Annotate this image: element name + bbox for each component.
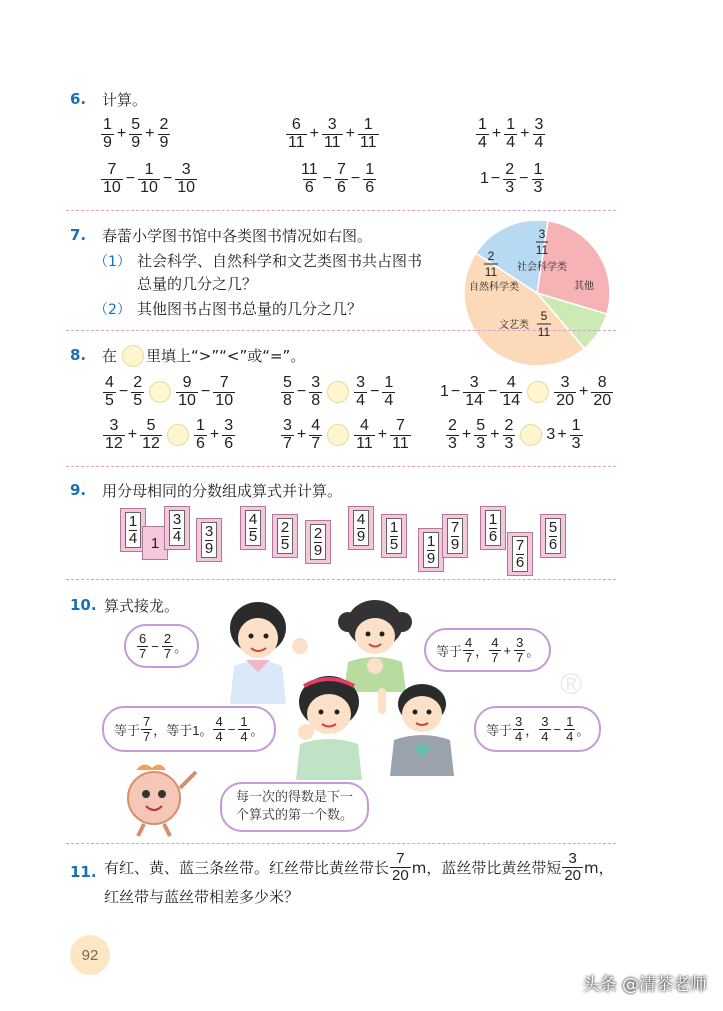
boy-illustration [372,678,462,778]
pie-label-natural-num: 2 [487,249,495,263]
q8-number: 8. [70,346,87,364]
q6-expression-5: 11 6 − $\frac{7}{6}$ − $\frac{1}{6}$ [301,161,375,196]
q8-row1-col1: 4 5 − $\frac{2}{5}$ 9 10 − $\frac{7}{10}$ [105,374,234,409]
pie-label-other: 其他 [574,281,594,292]
fraction-card[interactable]: 1 5 [381,514,407,558]
answer-circle-sample [122,345,144,367]
q6-expression-1: 1 9 + $\frac{5}{9}$ + $\frac{2}{9}$ [103,116,169,151]
fraction-card[interactable]: 2 5 [272,514,298,558]
q8-title-post: 里填上“>”“<”或“=”。 [146,347,306,365]
registered-mark: ® [560,668,583,701]
fraction-card[interactable]: 3 4 [164,506,190,550]
q10-number: 10. [70,596,97,614]
fraction-card[interactable]: 1 6 [480,506,506,550]
speech-bubble-4: 等于 3 4 ， 3 4 − $\frac{1}{4}$ 。 [474,706,601,752]
speech-bubble-2: 等于 4 7 ， 4 7 + $\frac{3}{7}$ 。 [424,628,551,672]
fraction-card[interactable]: 2 9 [305,520,331,564]
girl-illustration-3 [284,672,374,782]
q9-title: 用分母相同的分数组成算式并计算。 [102,482,343,500]
q11-number: 11. [70,863,97,881]
q6-expression-3: 1 4 + $\frac{1}{4}$ + $\frac{3}{4}$ [478,116,544,151]
watermark: 头条 @清茶老师 [582,975,707,995]
q7-sub2-number: （2） [94,302,131,318]
answer-circle[interactable] [327,381,349,403]
answer-circle[interactable] [327,424,349,446]
answer-circle[interactable] [527,381,549,403]
q6-number: 6. [70,90,87,108]
speech-bubble-3: 等于 7 7 ，等于1。 4 4 − $\frac{1}{4}$ 。 [102,706,276,752]
pie-label-natural: 自然科学类 [469,282,519,293]
pie-label-social-den: 11 [535,243,549,257]
whole-number-card[interactable]: 1 [142,526,168,560]
fraction-card[interactable]: 7 6 [507,532,533,576]
pie-label-social-num: 3 [538,227,546,241]
mascot-illustration [114,758,204,838]
q8-row1-col2: 5 8 − $\frac{3}{8}$ 3 4 − $\frac{1}{4}$ [283,374,394,409]
q11-line1: 有红、黄、蓝三条丝带。红丝带比黄丝带长 7 20 m，蓝丝带比黄丝带短 3 20 m， [104,850,614,884]
q9-number: 9. [70,481,87,499]
speech-bubble-1: 6 7 − $\frac{2}{7}$ 。 [124,624,199,668]
answer-circle[interactable] [520,424,542,446]
q6-expression-2: 6 11 + $\frac{3}{11}$ + $\frac{1}{11}$ [288,116,377,151]
q8-row1-col3: 1 − $\frac{3}{14}$ − $\frac{4}{14}$ 3 20 + $\frac{8}{20}$ [440,374,612,409]
fraction-card[interactable]: 4 9 [348,506,374,550]
fraction-card[interactable]: 4 5 [240,506,266,550]
fraction-card[interactable]: 7 9 [442,514,468,558]
divider [66,466,616,467]
pie-label-natural-den: 11 [484,265,498,279]
q10-title: 算式接龙。 [104,597,180,615]
divider [66,843,616,844]
q7-title: 春蕾小学图书馆中各类图书情况如右图。 [102,227,373,245]
q7-number: 7. [70,226,87,244]
q7-sub2-text: 其他图书占图书总量的几分之几？ [137,300,363,318]
pie-label-literature-den: 11 [537,325,551,339]
q8-row2-col1: 3 12 + $\frac{5}{12}$ 1 6 + $\frac{3}{6}$ [105,417,234,452]
q8-row2-col3: 2 3 + $\frac{5}{3}$ + $\frac{2}{3}$ 3 + $\frac{1}{3}$ [448,417,581,452]
page-number: 92 [70,935,110,975]
pie-label-literature-num: 5 [540,309,548,323]
q6-expression-6: 1 − $\frac{2}{3}$ − $\frac{1}{3}$ [480,161,543,196]
fraction-card[interactable]: 3 9 [196,518,222,562]
pie-label-literature: 文艺类 [499,320,529,331]
library-pie-chart [462,218,612,368]
q7-sub1-line1: 社会科学、自然科学和文艺类图书共占图书 [137,252,423,270]
q7-sub1-line2: 总量的几分之几？ [137,275,258,293]
answer-circle[interactable] [167,424,189,446]
fraction-card[interactable]: 1 9 [418,528,444,572]
q11-line2: 红丝带与蓝丝带相差多少米？ [104,888,300,906]
q6-title: 计算。 [102,91,148,109]
q8-row2-col2: 3 7 + $\frac{4}{7}$ 4 11 + $\frac{7}{11}$ [283,417,409,452]
q7-sub1-number: （1） [94,254,131,270]
fraction-card[interactable]: 5 6 [540,514,566,558]
q6-expression-4: 7 10 − $\frac{1}{10}$ − $\frac{3}{10}$ [103,161,196,196]
speech-bubble-5: 每一次的得数是下一 个算式的第一个数。 [220,782,369,832]
answer-circle[interactable] [149,381,171,403]
divider [66,579,616,580]
fraction-card[interactable]: 1 4 [120,508,146,552]
pie-label-social: 社会科学类 [517,262,567,273]
divider [66,210,616,211]
divider [66,330,616,331]
q8-title-pre: 在 [102,347,118,365]
